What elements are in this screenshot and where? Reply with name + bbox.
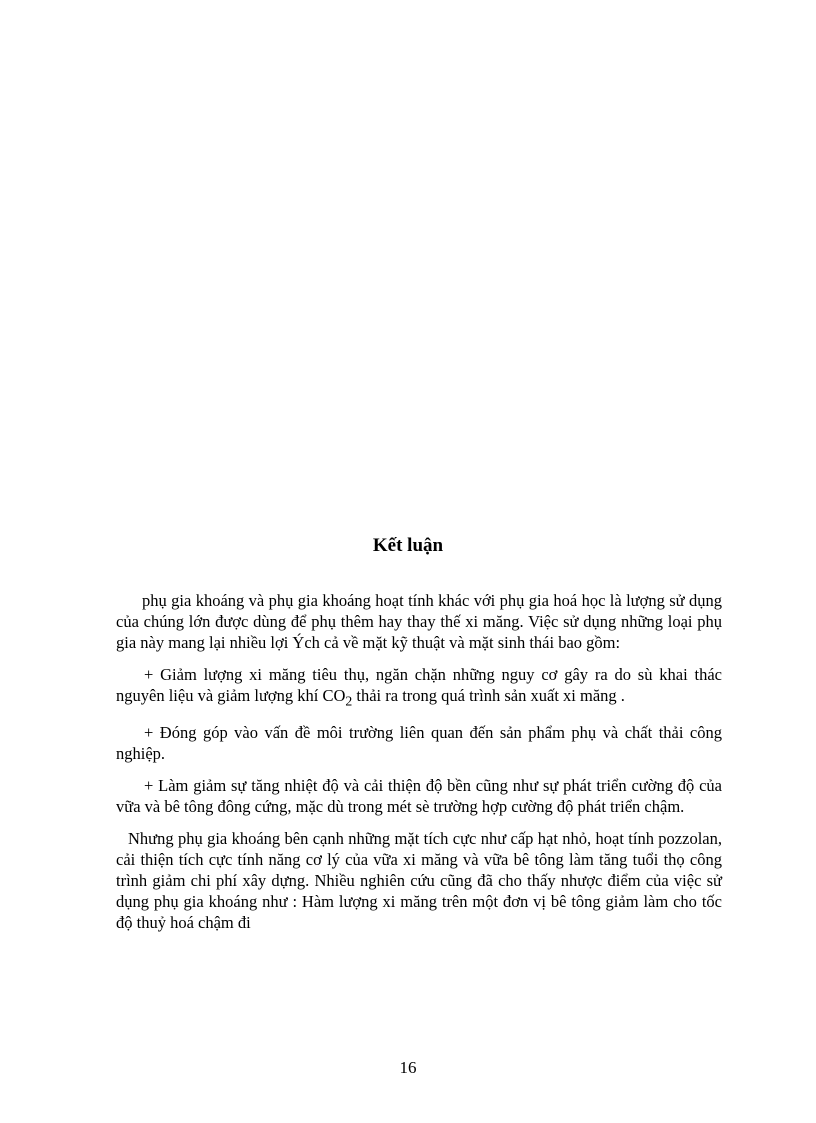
body-text [116,590,722,944]
page-number: 16 [399,1058,417,1077]
bullet-paragraph-1 [116,664,722,711]
section-heading: Kết luận [372,535,444,556]
bullet-1-text-start: + Giảm lượng xi măng tiêu thụ, ngăn chặn những nguy cơ gây ra do sù khai thác nguyên liệu và giảm lượng khí CO [116,665,722,705]
bullet-paragraph-2: + Đóng góp vào vấn đề môi trường liên quan đến sản phẩm phụ và chất thải công nghiệp. [116,723,722,764]
closing-paragraph: Nhưng phụ gia khoáng bên cạnh những mặt tích cực như cấp hạt nhỏ, hoạt tính pozzolan, cải thiện tích cực tính năng cơ lý của vữa xi măng và vữa bê tông làm tăng tuổi thọ công trình giảm chi phí xây dựng. Nhiều nghiên cứu cũng đã cho thấy nhược điểm của việc sử dụng phụ gia khoáng như : Hàm lượng xi măng trên một đơn vị bê tông giảm làm cho tốc độ thuỷ hoá chậm đi [116,829,722,933]
co2-subscript: 2 [345,693,353,709]
intro-paragraph: phụ gia khoáng và phụ gia khoáng hoạt tính khác với phụ gia hoá học là lượng sử dụng của chúng lớn được dùng để phụ thêm hay thay thế xi măng. Việc sử dụng những loại phụ gia này mang lại nhiều lợi Ých cả về mặt kỹ thuật và mặt sinh thái bao gồm: [116,591,722,652]
bullet-paragraph-3: + Làm giảm sự tăng nhiệt độ và cải thiện độ bền cũng như sự phát triển cường độ của vữa và bê tông đông cứng, mặc dù trong mét sè trường hợp cường độ phát triển chậm. [116,776,722,817]
bullet-1-text-end: thải ra trong quá trình sản xuất xi măng . [352,686,625,705]
